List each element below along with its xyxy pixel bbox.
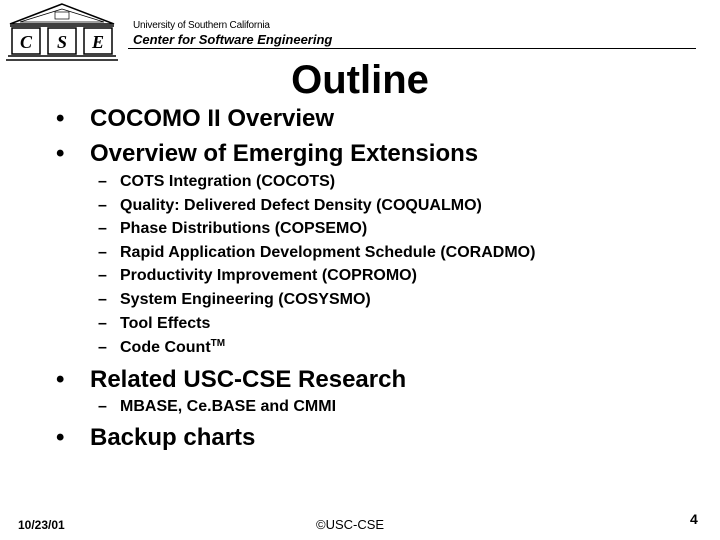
slide-title xyxy=(0,58,720,103)
bullet-item-2 xyxy=(56,140,478,168)
sub-item xyxy=(98,244,535,262)
sub-item-text: Quality: Delivered Defect Density (COQUALMO) xyxy=(120,197,482,214)
sub-item-text: Rapid Application Development Schedule (CORADMO) xyxy=(120,244,536,261)
sub-item xyxy=(98,338,225,357)
sub-item xyxy=(98,291,371,309)
dash-glyph: – xyxy=(98,197,107,214)
bullet-dot: • xyxy=(56,424,65,451)
sub-item xyxy=(98,398,336,416)
dash-glyph: – xyxy=(98,315,107,332)
organization-header xyxy=(133,21,332,46)
dash-glyph: – xyxy=(98,339,107,356)
sub-item xyxy=(98,315,210,333)
bullet-dot: • xyxy=(56,105,65,132)
bullet-item-4 xyxy=(56,424,255,452)
slide-title-text: Outline xyxy=(291,58,429,102)
sub-item-text: MBASE, Ce.BASE and CMMI xyxy=(120,398,337,415)
sub-item xyxy=(98,173,335,191)
header-rule xyxy=(128,48,696,49)
footer-copyright: ©USC-CSE xyxy=(316,517,385,532)
bullet-text: Overview of Emerging Extensions xyxy=(90,140,479,167)
center-name: Center for Software Engineering xyxy=(133,32,333,47)
bullet-text: Related USC-CSE Research xyxy=(90,366,407,393)
dash-glyph: – xyxy=(98,398,107,415)
dash-glyph: – xyxy=(98,220,107,237)
bullet-dot: • xyxy=(56,140,65,167)
dash-glyph: – xyxy=(98,244,107,261)
bullet-text: COCOMO II Overview xyxy=(90,105,335,132)
dash-glyph: – xyxy=(98,173,107,190)
dash-glyph: – xyxy=(98,267,107,284)
logo-letter-e: E xyxy=(91,32,105,52)
page-number: 4 xyxy=(690,511,698,527)
cse-logo xyxy=(6,2,118,64)
university-name: University of Southern California xyxy=(133,20,270,31)
sub-item xyxy=(98,197,482,215)
sub-item-text: Productivity Improvement (COPROMO) xyxy=(120,267,417,284)
bullet-dot: • xyxy=(56,366,65,393)
logo-letter-s: S xyxy=(56,32,68,52)
sub-item-text: Tool Effects xyxy=(120,315,211,332)
sub-item-text: Phase Distributions (COPSEMO) xyxy=(120,220,368,237)
bullet-item-3 xyxy=(56,366,406,394)
bullet-item-1 xyxy=(56,105,334,133)
dash-glyph: – xyxy=(98,291,107,308)
sub-item-text: COTS Integration (COCOTS) xyxy=(120,173,336,190)
bullet-text: Backup charts xyxy=(90,424,256,451)
footer-date: 10/23/01 xyxy=(18,518,65,532)
trademark-superscript: TM xyxy=(210,338,226,349)
sub-item-text: Code Count xyxy=(120,339,211,356)
sub-item xyxy=(98,220,367,238)
sub-item xyxy=(98,267,417,285)
logo-letter-c: C xyxy=(19,32,33,52)
sub-item-text: System Engineering (COSYSMO) xyxy=(120,291,371,308)
